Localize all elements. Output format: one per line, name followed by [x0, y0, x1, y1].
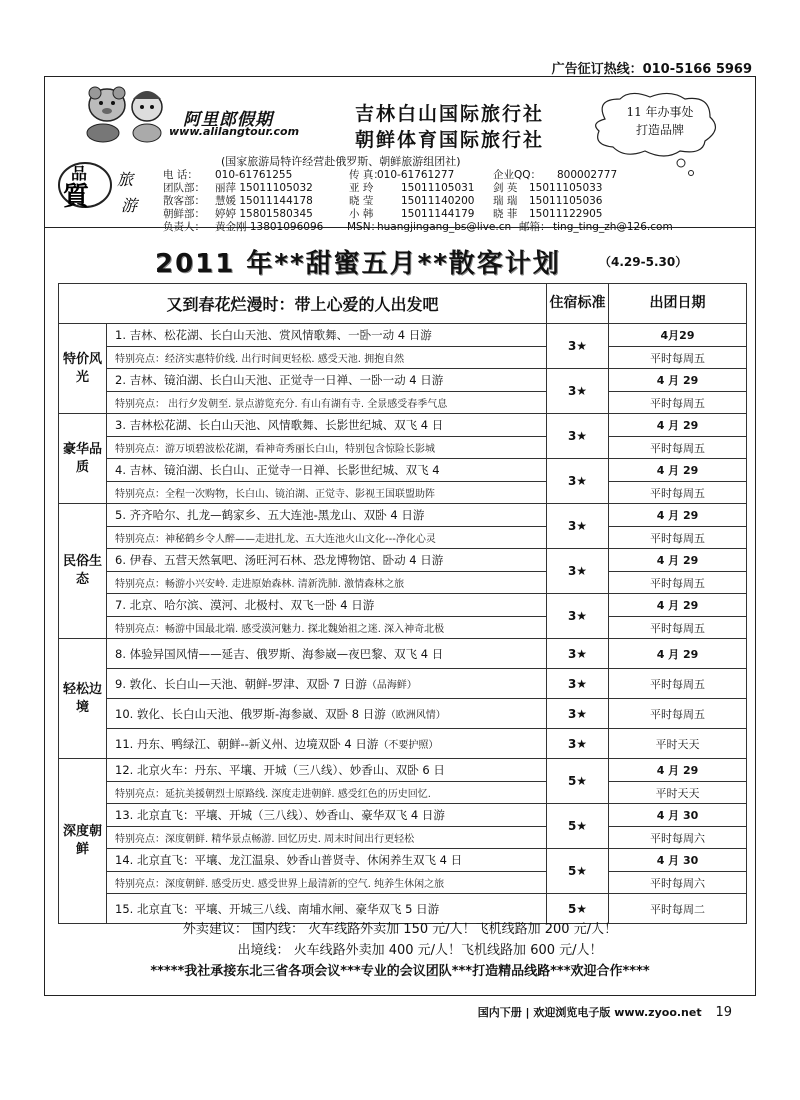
- contact-value: 15011105031: [401, 182, 475, 194]
- footer-text: 国内下册 | 欢迎浏览电子版 www.zyoo.net: [477, 1006, 702, 1019]
- table-row: [59, 639, 747, 669]
- table-row: [59, 594, 747, 617]
- table-slogan: 又到春花烂漫时：带上心爱的人出发吧: [59, 284, 547, 324]
- route-title: [107, 669, 547, 699]
- route-title: 3. 吉林松花湖、长白山天池、风情歌舞、长影世纪城、双飞 4 日: [107, 414, 547, 437]
- table-row: [59, 504, 747, 527]
- category-cell: 豪华品质: [59, 414, 107, 504]
- contact-value: 丽萍 15011105032: [215, 182, 313, 194]
- route-highlight: 特别亮点：深度朝鲜. 感受历史. 感受世界上最清新的空气. 纯养生休闲之旅: [107, 872, 547, 894]
- table-row: [59, 549, 747, 572]
- contact-label: 企业QQ：: [493, 169, 542, 181]
- route-title: [107, 699, 547, 729]
- contact-value: 慧媛 15011144178: [215, 195, 313, 207]
- route-highlight: 特别亮点：深度朝鲜. 精华景点畅游. 回忆历史. 周末时间出行更轻松: [107, 827, 547, 849]
- contact-row: [163, 169, 743, 182]
- date-cell: 平时每周六: [609, 872, 747, 894]
- contact-label: 剑 英: [493, 182, 518, 194]
- contact-value: 800002777: [557, 169, 618, 181]
- route-highlight: 特别亮点： 出行夕发朝至. 景点游览充分. 有山有湖有寺. 全景感受春季气息: [107, 392, 547, 414]
- route-note: （欧洲风情）: [385, 709, 446, 721]
- table-header-row: [59, 284, 747, 324]
- route-highlight: 特别亮点：畅游中国最北端. 感受漠河魅力. 探北魏始祖之迷. 深入神奇北极: [107, 617, 547, 639]
- date-cell: 4月29: [609, 324, 747, 347]
- route-highlight: 特别亮点：游万顷碧波松花湖，看神奇秀丽长白山，特别包含惊险长影城: [107, 437, 547, 459]
- route-note: （品海鲜）: [366, 679, 417, 691]
- contact-label: 邮箱：: [519, 221, 551, 233]
- contact-value: 黄金刚 13801096096: [215, 221, 324, 233]
- category-cell: 轻松边境: [59, 639, 107, 759]
- contact-label: 传 真：: [349, 169, 384, 181]
- brand-name: 阿里郎假期: [183, 110, 273, 130]
- page-number: 19: [715, 1005, 732, 1020]
- date-cell: 4 月 29: [609, 594, 747, 617]
- route-title-text: 11. 丹东、鸭绿江、朝鲜--新义州、边境双卧 4 日游: [115, 736, 379, 751]
- route-highlight: 特别亮点：延抗美援朝烈士原路线. 深度走进朝鲜. 感受红色的历史回忆.: [107, 782, 547, 804]
- route-title: 2. 吉林、镜泊湖、长白山天池、正觉寺一日禅、一卧一动 4 日游: [107, 369, 547, 392]
- license-note: (国家旅游局特许经营赴俄罗斯、朝鲜旅游组团社): [221, 155, 461, 168]
- date-cell: 平时天天: [609, 729, 747, 759]
- ad-frame: [44, 76, 756, 996]
- table-row: [59, 669, 747, 699]
- table-row: [59, 782, 747, 804]
- date-cell: 平时每周五: [609, 572, 747, 594]
- route-highlight: 特别亮点：全程一次购物，长白山、镜泊湖、正觉寺、影视王国联盟助阵: [107, 482, 547, 504]
- col-header-date: 出团日期: [609, 284, 747, 324]
- date-cell: 4 月 29: [609, 459, 747, 482]
- date-cell: 平时每周五: [609, 482, 747, 504]
- std-cell: 3★: [547, 459, 609, 504]
- std-cell: 3★: [547, 729, 609, 759]
- table-row: [59, 759, 747, 782]
- table-row: [59, 827, 747, 849]
- route-title: 6. 伊春、五营天然氧吧、汤旺河石林、恐龙博物馆、卧动 4 日游: [107, 549, 547, 572]
- logo2-char-3: 旅: [117, 170, 134, 189]
- date-cell: 平时每周五: [609, 617, 747, 639]
- header-divider: [45, 227, 755, 228]
- table-row: [59, 872, 747, 894]
- contact-block: [163, 169, 743, 234]
- table-row: [59, 617, 747, 639]
- contact-label: 晓 莹: [349, 195, 374, 207]
- brand-url: www.alilangtour.com: [169, 125, 300, 138]
- route-note: （不要护照）: [378, 739, 439, 751]
- contact-value: 15011144179: [401, 208, 475, 220]
- contact-value: 010-61761277: [377, 169, 455, 181]
- std-cell: 3★: [547, 639, 609, 669]
- logo2-char-2: 質: [63, 182, 90, 212]
- date-cell: 平时每周五: [609, 392, 747, 414]
- route-highlight: 特别亮点：经济实惠特价线. 出行时间更轻松. 感受天池. 拥抱自然: [107, 347, 547, 369]
- table-row: [59, 572, 747, 594]
- date-cell: 平时每周二: [609, 894, 747, 924]
- agency-name-2: 朝鲜体育国际旅行社: [355, 129, 545, 151]
- contact-label: 朝鲜部：: [163, 208, 205, 220]
- route-title: 4. 吉林、镜泊湖、长白山、正觉寺一日禅、长影世纪城、双飞 4: [107, 459, 547, 482]
- contact-value: 15011122905: [529, 208, 603, 220]
- date-cell: 4 月 30: [609, 849, 747, 872]
- std-cell: 3★: [547, 549, 609, 594]
- contact-label: 亚 玲: [349, 182, 374, 194]
- cloud-text-1: 11 年办事处: [626, 105, 694, 119]
- page-footer: [478, 1004, 732, 1020]
- table-row: [59, 369, 747, 392]
- route-title-text: 10. 敦化、长白山天池、俄罗斯-海参崴、双卧 8 日游: [115, 706, 386, 721]
- date-cell: 平时每周五: [609, 347, 747, 369]
- table-row: [59, 482, 747, 504]
- col-header-std: 住宿标准: [547, 284, 609, 324]
- page-title: 2011 年**甜蜜五月**散客计划: [155, 249, 561, 279]
- contact-label: 小 韩: [349, 208, 374, 220]
- route-highlight: 特别亮点：神秘鹤乡令人醉——走进扎龙、五大连池火山文化---净化心灵: [107, 527, 547, 549]
- table-row: [59, 459, 747, 482]
- route-title: 13. 北京直飞：平壤、开城（三八线）、妙香山、豪华双飞 4 日游: [107, 804, 547, 827]
- date-cell: 4 月 29: [609, 414, 747, 437]
- route-title: [107, 729, 547, 759]
- table-row: [59, 392, 747, 414]
- contact-value: ting_ting_zh@126.com: [553, 221, 673, 233]
- contact-value: 婷婷 15801580345: [215, 208, 313, 220]
- table-row: [59, 699, 747, 729]
- date-cell: 4 月 30: [609, 804, 747, 827]
- table-row: [59, 729, 747, 759]
- date-cell: 4 月 29: [609, 759, 747, 782]
- date-cell: 平时每周五: [609, 527, 747, 549]
- contact-label: 电 话：: [163, 169, 198, 181]
- contact-value: 15011105033: [529, 182, 603, 194]
- std-cell: 3★: [547, 504, 609, 549]
- date-cell: 4 月 29: [609, 639, 747, 669]
- date-cell: 平时每周五: [609, 437, 747, 459]
- ad-hotline: 广告征订热线：010-5166 5969: [551, 62, 752, 77]
- date-range: （4.29-5.30）: [599, 255, 688, 269]
- std-cell: 3★: [547, 594, 609, 639]
- contact-value: 15011140200: [401, 195, 475, 207]
- std-cell: 5★: [547, 894, 609, 924]
- std-cell: 5★: [547, 849, 609, 894]
- std-cell: 3★: [547, 369, 609, 414]
- std-cell: 3★: [547, 414, 609, 459]
- std-cell: 3★: [547, 669, 609, 699]
- contact-row: [163, 182, 743, 195]
- date-cell: 平时每周六: [609, 827, 747, 849]
- route-title-text: 9. 敦化、长白山—天池、朝鲜-罗津、双卧 7 日游: [115, 676, 367, 691]
- date-cell: 4 月 29: [609, 369, 747, 392]
- route-highlight: 特别亮点：畅游小兴安岭. 走进原始森林. 清新洗肺. 激情森林之旅: [107, 572, 547, 594]
- table-row: [59, 849, 747, 872]
- contact-value: huangjingang_bs@live.cn: [377, 221, 512, 233]
- route-title: 12. 北京火车：丹东、平壤、开城（三八线）、妙香山、双卧 6 日: [107, 759, 547, 782]
- logo2-char-1: 品: [71, 164, 88, 183]
- table-row: [59, 437, 747, 459]
- contact-label: 负责人：: [163, 221, 205, 233]
- contact-value: 010-61761255: [215, 169, 293, 181]
- markup-line-outbound: 出境线： 火车线路外卖加 400 元/人！飞机线路加 600 元/人！: [237, 943, 603, 958]
- category-cell: 深度朝鲜: [59, 759, 107, 924]
- category-cell: 民俗生态: [59, 504, 107, 639]
- contact-row: [163, 208, 743, 221]
- contact-value: 15011105036: [529, 195, 603, 207]
- table-row: [59, 414, 747, 437]
- contact-label: MSN：: [347, 221, 382, 233]
- date-cell: 平时每周五: [609, 699, 747, 729]
- route-title: 15. 北京直飞：平壤、开城三八线、南埔水闸、豪华双飞 5 日游: [107, 894, 547, 924]
- contact-label: 团队部：: [163, 182, 205, 194]
- table-row: [59, 804, 747, 827]
- std-cell: 5★: [547, 759, 609, 804]
- table-row: [59, 324, 747, 347]
- route-title: 8. 体验异国风情——延吉、俄罗斯、海参崴—夜巴黎、双飞 4 日: [107, 639, 547, 669]
- route-title: 5. 齐齐哈尔、扎龙—鹤家乡、五大连池-黑龙山、双卧 4 日游: [107, 504, 547, 527]
- bottom-notes: [45, 919, 755, 982]
- tour-table: [58, 283, 747, 924]
- table-row: [59, 347, 747, 369]
- category-cell: 特价风光: [59, 324, 107, 414]
- contact-label: 散客部：: [163, 195, 205, 207]
- markup-line-domestic: 外卖建议： 国内线： 火车线路外卖加 150 元/人！飞机线路加 200 元/人！: [182, 922, 618, 937]
- quality-travel-logo: [55, 155, 155, 221]
- ad-header: [45, 77, 755, 233]
- contact-label: 晓 菲: [493, 208, 518, 220]
- cloud-text-2: 打造品牌: [635, 123, 684, 137]
- date-cell: 4 月 29: [609, 504, 747, 527]
- std-cell: 3★: [547, 324, 609, 369]
- date-cell: 平时每周五: [609, 669, 747, 699]
- std-cell: 5★: [547, 804, 609, 849]
- contact-label: 瑞 瑞: [493, 195, 518, 207]
- date-cell: 4 月 29: [609, 549, 747, 572]
- date-cell: 平时天天: [609, 782, 747, 804]
- logo2-char-4: 游: [121, 196, 138, 215]
- route-title: 14. 北京直飞：平壤、龙江温泉、妙香山普贤寺、休闲养生双飞 4 日: [107, 849, 547, 872]
- conference-banner: *****我社承接东北三省各项会议***专业的会议团队***打造精品线路***欢迎合作****: [150, 964, 650, 979]
- table-row: [59, 527, 747, 549]
- route-title: 7. 北京、哈尔滨、漠河、北极村、双飞一卧 4 日游: [107, 594, 547, 617]
- agency-name-1: 吉林白山国际旅行社: [355, 103, 545, 125]
- route-title: 1. 吉林、松花湖、长白山天池、赏风情歌舞、一卧一动 4 日游: [107, 324, 547, 347]
- contact-row: [163, 195, 743, 208]
- std-cell: 3★: [547, 699, 609, 729]
